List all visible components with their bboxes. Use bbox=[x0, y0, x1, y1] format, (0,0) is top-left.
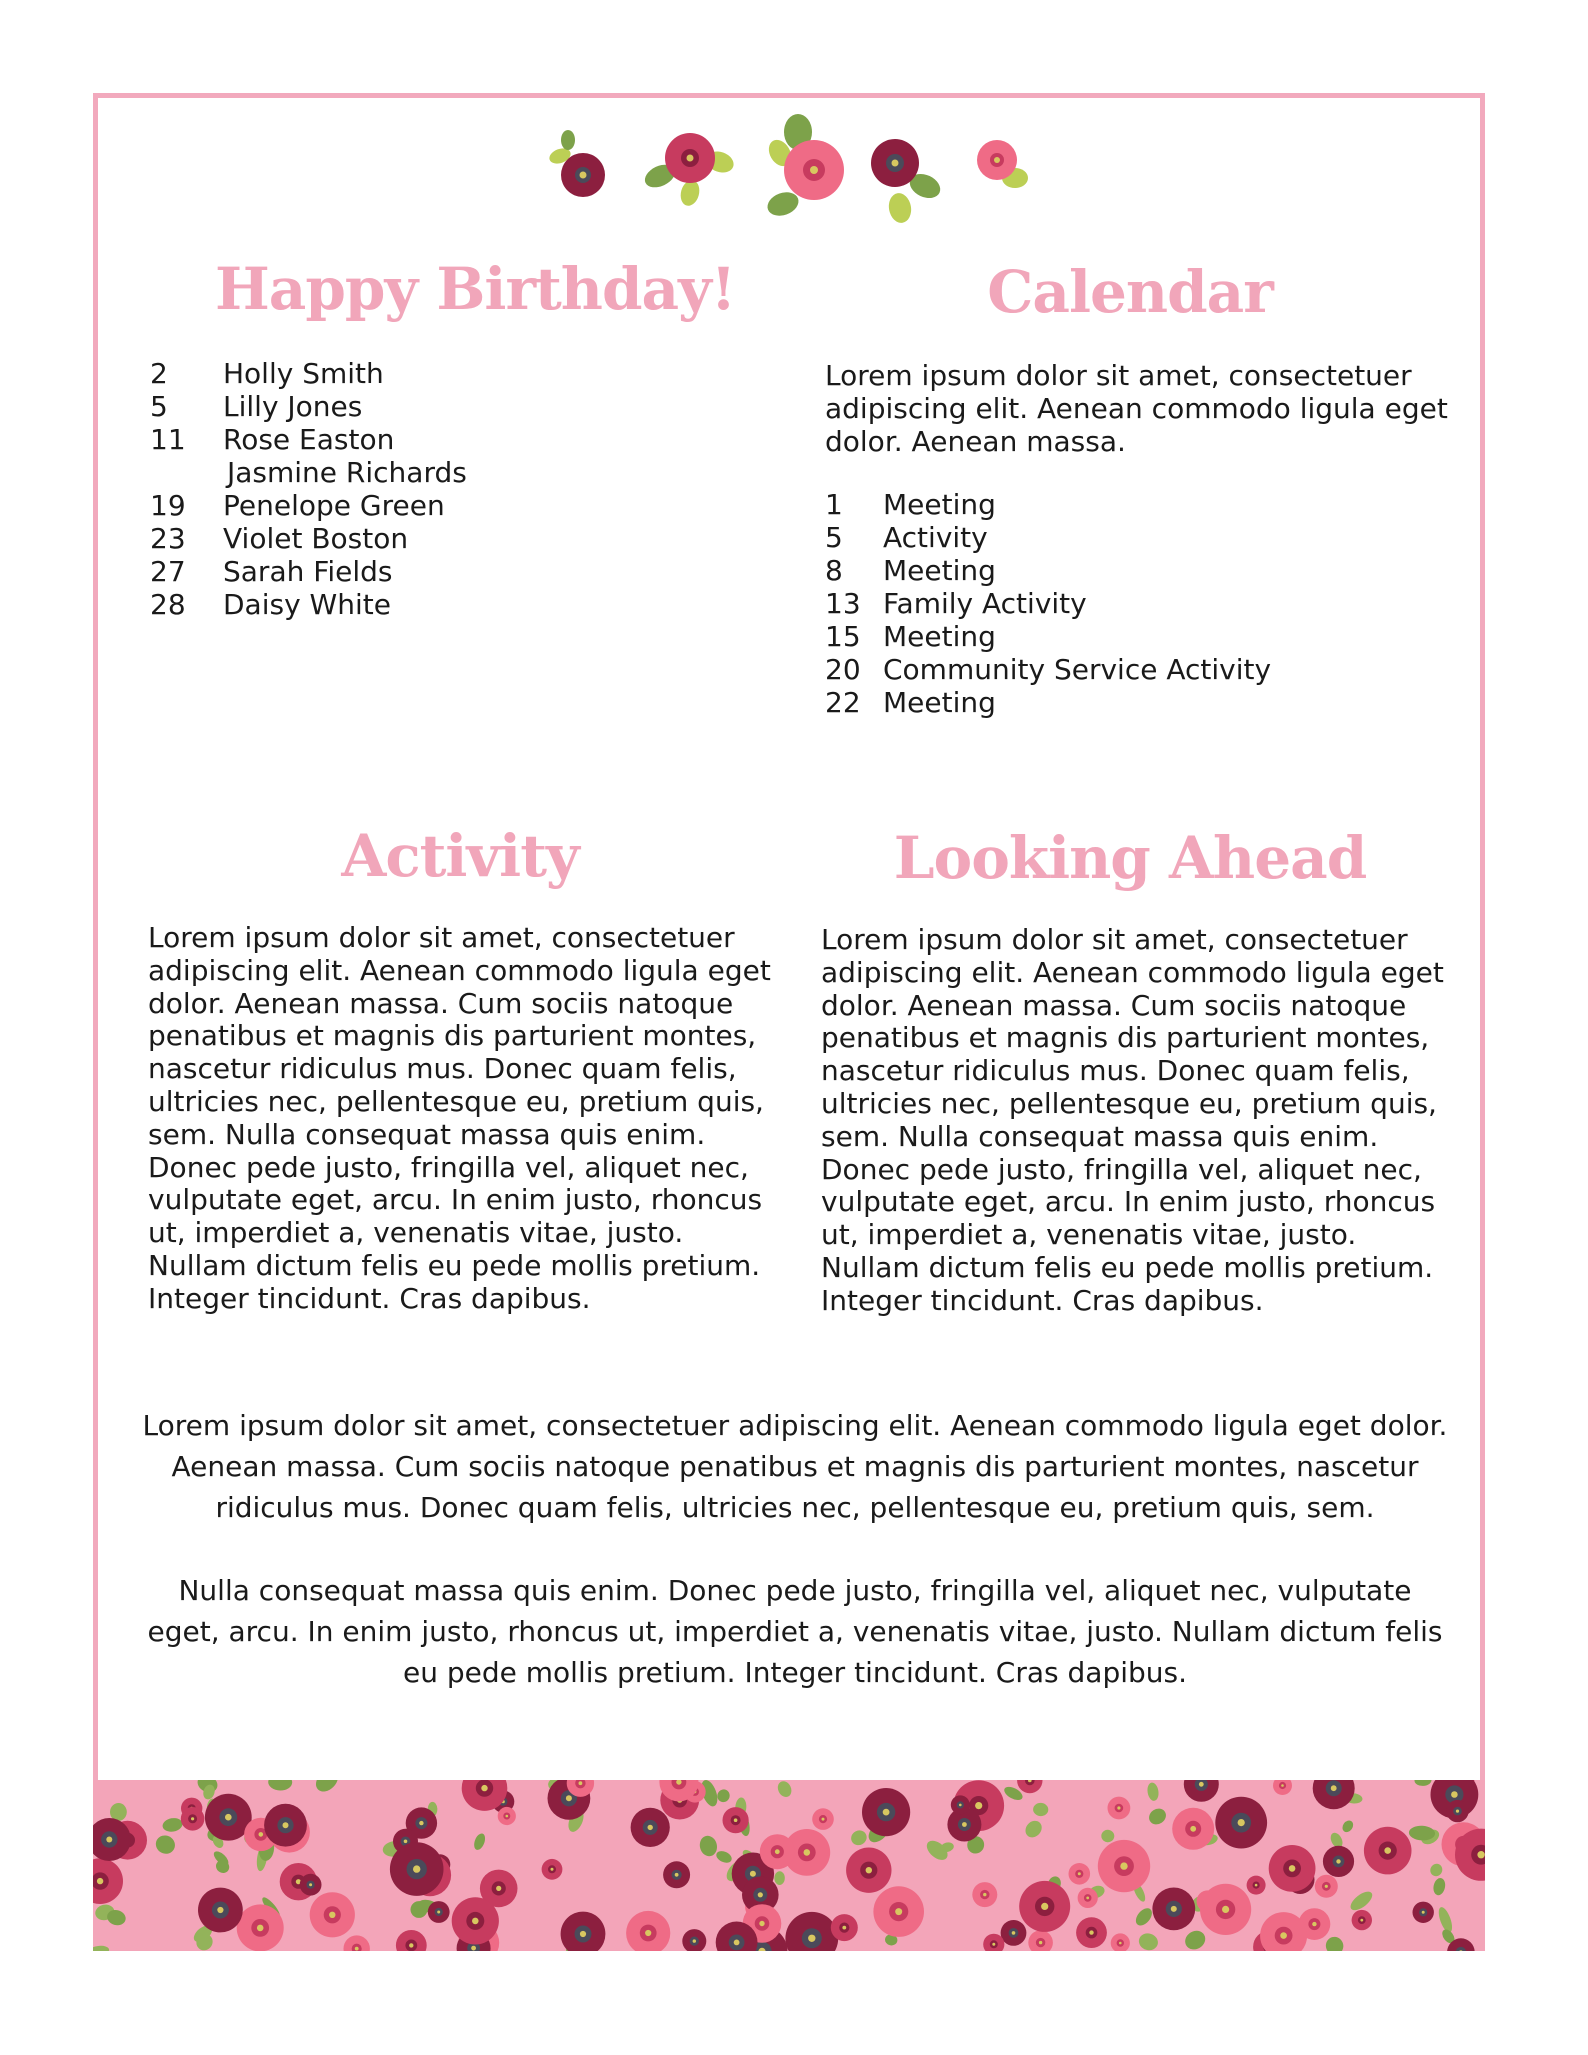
activity-body: Lorem ipsum dolor sit amet, consectetuer adipiscing elit. Aenean commodo ligula eget dolor. Aenean massa. Cum sociis natoque penatibus et magnis dis parturient montes, nascetur ridiculus mus. Donec quam felis, ultricies nec, pellentesque eu, pretium quis, sem. Nulla consequat massa quis enim. Donec pede justo, fringilla vel, aliquet nec, vulputate eget, arcu. In enim justo, rhoncus ut, imperdiet a, venenatis vitae, justo. Nullam dictum felis eu pede mollis pretium. Integer tincidunt. Cras dapibus. bbox=[148, 921, 771, 1315]
birthday-entry-day: 27 bbox=[150, 555, 186, 588]
birthday-entry-day: 28 bbox=[150, 588, 186, 621]
calendar-event-label: Meeting bbox=[883, 554, 996, 587]
calendar-event-label: Community Service Activity bbox=[883, 653, 1272, 686]
pattern-flower bbox=[1172, 1808, 1214, 1850]
pattern-flower bbox=[951, 1795, 970, 1814]
pattern-flower bbox=[181, 1807, 205, 1831]
calendar-event-label: Activity bbox=[883, 521, 988, 554]
pattern-flower bbox=[1269, 1845, 1316, 1892]
birthday-entry-label: Rose Easton bbox=[223, 423, 395, 456]
calendar-event-day: 15 bbox=[825, 620, 861, 653]
birthday-entry bbox=[150, 456, 467, 489]
birthday-entry-label: Penelope Green bbox=[223, 489, 445, 522]
pattern-flower bbox=[812, 1808, 834, 1830]
looking-ahead-heading: Looking Ahead bbox=[893, 824, 1367, 892]
birthday-entry-day: 11 bbox=[150, 423, 186, 456]
pattern-flower bbox=[237, 1904, 284, 1951]
calendar-event-label: Meeting bbox=[883, 488, 996, 521]
pattern-flower bbox=[1098, 1840, 1150, 1892]
pattern-flower bbox=[452, 1897, 499, 1944]
birthday-heading: Happy Birthday! bbox=[215, 255, 736, 323]
flower-5 bbox=[977, 140, 1028, 188]
pattern-flower bbox=[831, 1914, 858, 1941]
pattern-flower bbox=[1108, 1797, 1131, 1820]
pattern-flower bbox=[310, 1892, 355, 1937]
flower-1 bbox=[547, 130, 605, 197]
pattern-flower bbox=[1152, 1888, 1195, 1931]
birthday-entry bbox=[150, 423, 467, 456]
pattern-flower bbox=[1200, 1884, 1251, 1935]
pattern-flower bbox=[542, 1859, 563, 1880]
pattern-flower bbox=[723, 1807, 749, 1833]
pattern-flower bbox=[631, 1808, 670, 1847]
birthday-entry-day: 5 bbox=[150, 390, 168, 423]
birthday-entry-label: Jasmine Richards bbox=[227, 456, 467, 489]
calendar-event-day: 22 bbox=[825, 686, 861, 719]
calendar-event-list bbox=[825, 488, 1271, 719]
birthday-entry bbox=[150, 588, 467, 621]
pattern-flower bbox=[846, 1848, 891, 1893]
pattern-flower bbox=[1001, 1920, 1027, 1946]
pattern-flower bbox=[873, 1886, 924, 1937]
pattern-flower bbox=[1215, 1797, 1267, 1849]
pattern-flower bbox=[1019, 1881, 1070, 1932]
calendar-event bbox=[825, 587, 1271, 620]
birthday-entry-day bbox=[150, 456, 223, 489]
pattern-flower bbox=[1315, 1875, 1338, 1898]
birthday-entry-day: 2 bbox=[150, 357, 168, 390]
pattern-flower bbox=[663, 1861, 690, 1888]
birthday-entry bbox=[150, 390, 467, 423]
pattern-flower bbox=[972, 1882, 997, 1907]
pattern-flower bbox=[428, 1901, 450, 1923]
pattern-flower bbox=[1364, 1827, 1412, 1875]
birthday-entry-day: 19 bbox=[150, 489, 186, 522]
pattern-flower bbox=[1078, 1888, 1098, 1908]
calendar-event bbox=[825, 653, 1271, 686]
pattern-flower bbox=[1446, 1800, 1468, 1822]
calendar-event-day: 13 bbox=[825, 587, 861, 620]
birthday-entry-label: Lilly Jones bbox=[223, 390, 363, 423]
calendar-event bbox=[825, 620, 1271, 653]
birthday-entry bbox=[150, 489, 467, 522]
calendar-event bbox=[825, 488, 1271, 521]
birthday-list bbox=[150, 357, 467, 621]
birthday-entry-label: Daisy White bbox=[223, 588, 391, 621]
pattern-flower bbox=[1076, 1917, 1107, 1948]
pattern-flower bbox=[1352, 1910, 1372, 1930]
looking-ahead-body: Lorem ipsum dolor sit amet, consectetuer adipiscing elit. Aenean commodo ligula eget dolor. Aenean massa. Cum sociis natoque penatibus et magnis dis parturient montes, nascetur ridiculus mus. Donec quam felis, ultricies nec, pellentesque eu, pretium quis, sem. Nulla consequat massa quis enim. Donec pede justo, fringilla vel, aliquet nec, vulputate eget, arcu. In enim justo, rhoncus ut, imperdiet a, venenatis vitae, justo. Nullam dictum felis eu pede mollis pretium. Integer tincidunt. Cras dapibus. bbox=[821, 923, 1444, 1317]
calendar-event bbox=[825, 686, 1271, 719]
birthday-entry bbox=[150, 522, 467, 555]
calendar-event-label: Meeting bbox=[883, 686, 996, 719]
flower-garland-icon bbox=[540, 108, 1050, 238]
birthday-entry-day: 23 bbox=[150, 522, 186, 555]
pattern-flower bbox=[1247, 1876, 1266, 1895]
birthday-entry bbox=[150, 555, 467, 588]
calendar-event-day: 5 bbox=[825, 521, 843, 554]
calendar-event bbox=[825, 554, 1271, 587]
flower-2 bbox=[641, 133, 736, 208]
birthday-entry-label: Violet Boston bbox=[223, 522, 409, 555]
pattern-flower bbox=[1413, 1902, 1434, 1923]
activity-heading: Activity bbox=[341, 822, 579, 890]
pattern-flower bbox=[1069, 1863, 1091, 1885]
calendar-event-label: Family Activity bbox=[883, 587, 1087, 620]
calendar-event bbox=[825, 521, 1271, 554]
calendar-intro: Lorem ipsum dolor sit amet, consectetuer adipiscing elit. Aenean commodo ligula eget dolor. Aenean massa. bbox=[825, 359, 1448, 458]
pattern-flower bbox=[498, 1807, 516, 1825]
calendar-heading: Calendar bbox=[987, 258, 1273, 326]
birthday-entry-label: Holly Smith bbox=[223, 357, 384, 390]
pattern-flower bbox=[390, 1842, 444, 1896]
floral-pattern-icon bbox=[93, 1780, 1485, 1951]
pattern-flower bbox=[198, 1888, 243, 1933]
birthday-entry bbox=[150, 357, 467, 390]
pattern-flower bbox=[264, 1804, 307, 1847]
calendar-event-day: 1 bbox=[825, 488, 843, 521]
calendar-event-day: 8 bbox=[825, 554, 843, 587]
pattern-flower bbox=[300, 1874, 322, 1896]
calendar-event-day: 20 bbox=[825, 653, 861, 686]
calendar-event-label: Meeting bbox=[883, 620, 996, 653]
flower-3 bbox=[764, 114, 844, 220]
footer-paragraph-1: Lorem ipsum dolor sit amet, consectetuer adipiscing elit. Aenean commodo ligula eget dolor. Aenean massa. Cum sociis natoque penatibus et magnis dis parturient montes, nascetur ridiculus mus. Donec quam felis, ultricies nec, pellentesque eu, pretium quis, sem. bbox=[142, 1409, 1448, 1524]
pattern-flower bbox=[1323, 1846, 1354, 1877]
footer-paragraph-2: Nulla consequat massa quis enim. Donec pede justo, fringilla vel, aliquet nec, vulputate eget, arcu. In enim justo, rhoncus ut, imperdiet a, venenatis vitae, justo. Nullam dictum felis eu pede mollis pretium. Integer tincidunt. Cras dapibus. bbox=[147, 1574, 1443, 1689]
pattern-flower bbox=[862, 1788, 910, 1836]
birthday-entry-label: Sarah Fields bbox=[223, 555, 393, 588]
pattern-flower bbox=[760, 1834, 795, 1869]
flower-4 bbox=[871, 139, 944, 225]
